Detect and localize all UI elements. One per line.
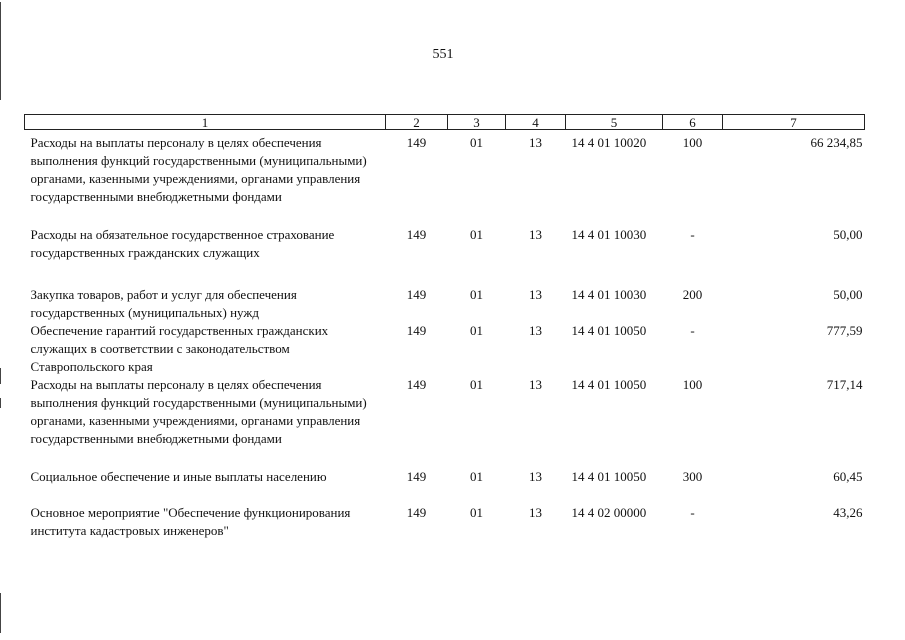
- row-target-code: 14 4 01 10020: [571, 135, 647, 150]
- row-name: Основное мероприятие "Обеспечение функционирования института кадастровых инженеров": [30, 505, 351, 538]
- scan-edge-mark: [0, 398, 1, 408]
- row-expense-type: -: [690, 323, 695, 338]
- table-body: [25, 130, 865, 543]
- row-target-code: 14 4 01 10050: [571, 469, 647, 484]
- row-subsection: 13: [529, 469, 542, 484]
- row-subsection: 13: [529, 505, 542, 520]
- row-subsection: 13: [529, 323, 542, 338]
- budget-table: [24, 114, 865, 542]
- row-target-code: 14 4 01 10050: [571, 377, 647, 392]
- row-subsection: 13: [529, 377, 542, 392]
- row-amount: 50,00: [833, 287, 863, 302]
- row-name: Обеспечение гарантий государственных гражданских служащих в соответствии с законодательством Ставропольского края: [30, 323, 329, 374]
- table-row: [25, 322, 865, 376]
- table-row: [25, 376, 865, 468]
- row-target-code: 14 4 01 10050: [571, 323, 647, 338]
- row-target-code: 14 4 01 10030: [571, 287, 647, 302]
- row-section: 01: [470, 227, 483, 242]
- header-row: [25, 115, 865, 130]
- row-name: Расходы на выплаты персоналу в целях обеспечения выполнения функций государственными (муниципальными) органами, казенными учреждениями, органами управления государственными внебюджетными фондами: [30, 377, 367, 446]
- row-subsection: 13: [529, 227, 542, 242]
- row-amount: 66 234,85: [810, 135, 863, 150]
- scan-edge-mark: [0, 593, 1, 633]
- row-ministry: 149: [406, 135, 427, 150]
- header-col-2: 2: [386, 115, 448, 130]
- row-ministry: 149: [406, 287, 427, 302]
- row-name: Расходы на обязательное государственное страхование государственных гражданских служащих: [30, 227, 335, 260]
- row-amount: 717,14: [826, 377, 863, 392]
- row-section: 01: [470, 505, 483, 520]
- table-row: [25, 226, 865, 286]
- row-target-code: 14 4 01 10030: [571, 227, 647, 242]
- row-expense-type: 200: [682, 287, 703, 302]
- scan-edge-mark: [0, 368, 1, 384]
- row-ministry: 149: [406, 377, 427, 392]
- row-section: 01: [470, 287, 483, 302]
- table-row: [25, 286, 865, 322]
- header-col-5: 5: [566, 115, 663, 130]
- header-col-4: 4: [506, 115, 566, 130]
- row-expense-type: 100: [682, 135, 703, 150]
- row-section: 01: [470, 377, 483, 392]
- row-amount: 777,59: [826, 323, 863, 338]
- row-ministry: 149: [406, 323, 427, 338]
- header-col-3: 3: [448, 115, 506, 130]
- header-col-7: 7: [723, 115, 865, 130]
- table-header: [25, 115, 865, 130]
- row-ministry: 149: [406, 469, 427, 484]
- row-name: Закупка товаров, работ и услуг для обеспечения государственных (муниципальных) нужд: [30, 287, 297, 320]
- row-section: 01: [470, 323, 483, 338]
- row-target-code: 14 4 02 00000: [571, 505, 647, 520]
- row-subsection: 13: [529, 135, 542, 150]
- table-row: [25, 504, 865, 542]
- row-ministry: 149: [406, 505, 427, 520]
- row-subsection: 13: [529, 287, 542, 302]
- table-row: [25, 130, 865, 227]
- row-section: 01: [470, 135, 483, 150]
- row-ministry: 149: [406, 227, 427, 242]
- row-name: Социальное обеспечение и иные выплаты населению: [30, 469, 327, 484]
- row-expense-type: 100: [682, 377, 703, 392]
- row-expense-type: 300: [682, 469, 703, 484]
- row-expense-type: -: [690, 227, 695, 242]
- row-name: Расходы на выплаты персоналу в целях обеспечения выполнения функций государственными (муниципальными) органами, казенными учреждениями, органами управления государственными внебюджетными фондами: [30, 135, 367, 204]
- header-col-1: 1: [25, 115, 386, 130]
- row-expense-type: -: [690, 505, 695, 520]
- header-col-6: 6: [663, 115, 723, 130]
- row-amount: 50,00: [833, 227, 863, 242]
- row-section: 01: [470, 469, 483, 484]
- row-amount: 43,26: [833, 505, 863, 520]
- row-amount: 60,45: [833, 469, 863, 484]
- page-number: 551: [432, 47, 454, 62]
- table-row: [25, 468, 865, 504]
